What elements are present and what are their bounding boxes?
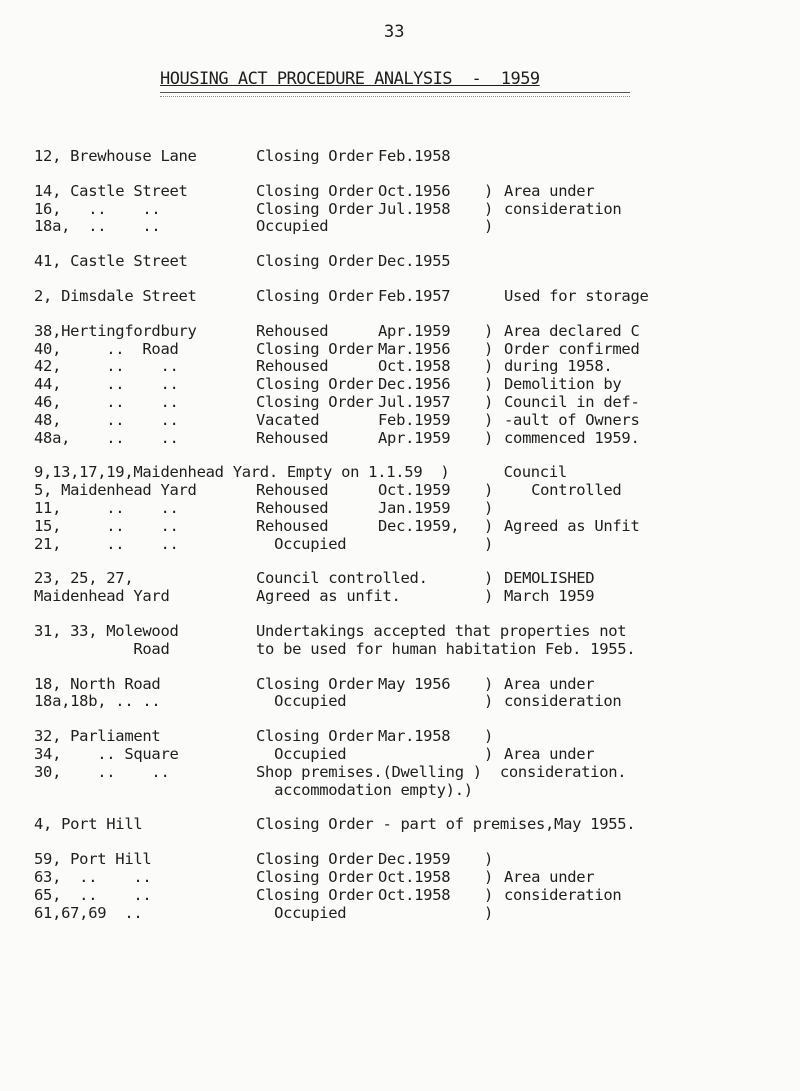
action-cell: Closing Order <box>256 850 374 869</box>
date-cell: Oct.1958 <box>378 885 451 904</box>
property-cell: 59, Port Hill <box>34 850 152 869</box>
date-cell: Oct.1958 <box>378 357 451 376</box>
date-cell: Jul.1957 <box>378 392 451 411</box>
property-cell: 34, .. Square <box>34 744 179 763</box>
table-row <box>34 430 794 448</box>
property-cell: 18, North Road <box>34 674 161 693</box>
table-row <box>34 253 794 271</box>
action-cell: Council controlled. <box>256 569 428 588</box>
note-cell <box>504 728 794 746</box>
property-cell: 44, .. .. <box>34 375 179 394</box>
date-cell <box>378 588 484 606</box>
date-cell: Oct.1958 <box>378 867 451 886</box>
note-cell: Area under <box>504 744 595 763</box>
row-gap <box>34 659 794 676</box>
action-cell: Closing Order <box>256 147 374 165</box>
note-cell: Order confirmed <box>504 339 640 358</box>
action-cell: Closing Order <box>256 286 374 305</box>
date-cell: Mar.1956 <box>378 339 451 358</box>
table-row <box>34 570 794 588</box>
title-underline <box>160 92 630 97</box>
table-row <box>34 500 794 518</box>
table-row <box>34 218 794 236</box>
property-cell: 18a,18b, .. .. <box>34 692 161 711</box>
remarks-cell: Shop premises.(Dwelling ) consideration. <box>256 762 627 781</box>
property-cell: 40, .. Road <box>34 339 179 358</box>
date-cell <box>378 905 484 923</box>
action-cell: Closing Order <box>256 181 374 200</box>
property-cell: 48a, .. .. <box>34 428 179 447</box>
brace-cell: ) <box>484 217 494 236</box>
action-cell: Occupied <box>256 744 347 763</box>
date-cell <box>378 570 484 588</box>
table-row <box>34 394 794 412</box>
row-gap <box>34 166 794 183</box>
table-row <box>34 693 794 711</box>
date-cell: Dec.1955 <box>378 252 451 271</box>
property-cell: 31, 33, Molewood <box>34 621 179 640</box>
table-row <box>34 887 794 905</box>
property-cell: 14, Castle Street <box>34 181 188 200</box>
note-cell: consideration <box>504 885 622 904</box>
property-cell: 23, 25, 27, <box>34 569 134 588</box>
action-cell: Occupied <box>256 903 347 922</box>
table-row <box>34 782 794 800</box>
action-cell: Rehoused <box>256 321 329 340</box>
action-cell: Occupied <box>256 217 329 236</box>
brace-cell: ) <box>484 534 494 553</box>
property-cell: 46, .. .. <box>34 392 179 411</box>
date-cell: Feb.1957 <box>378 286 451 305</box>
date-cell: May 1956 <box>378 674 451 693</box>
property-cell: 32, Parliament <box>34 727 161 746</box>
brace-cell: ) <box>484 321 494 340</box>
date-cell: Oct.1959 <box>378 481 451 500</box>
row-gap <box>34 447 794 464</box>
brace-cell: ) <box>484 516 494 535</box>
table-row <box>34 482 794 500</box>
date-cell: Mar.1958 <box>378 727 451 746</box>
property-cell <box>34 782 256 800</box>
property-cell: 30, .. .. <box>34 762 170 781</box>
remarks-cell: to be used for human habitation Feb. 1955. <box>256 639 636 658</box>
note-cell <box>504 148 794 166</box>
action-cell: Closing Order <box>256 727 374 746</box>
property-cell: 42, .. .. <box>34 357 179 376</box>
table-row <box>34 183 794 201</box>
table-row <box>34 905 794 923</box>
page-title: HOUSING ACT PROCEDURE ANALYSIS - 1959 <box>160 69 540 89</box>
action-cell: Closing Order <box>256 867 374 886</box>
brace-cell: ) <box>484 744 494 763</box>
note-cell <box>504 500 794 518</box>
brace-cell: ) <box>484 903 494 922</box>
action-cell: Rehoused <box>256 498 329 517</box>
action-cell: Closing Order <box>256 885 374 904</box>
brace-cell: ) <box>484 410 494 429</box>
table-row <box>34 623 794 641</box>
action-cell: Occupied <box>256 534 347 553</box>
property-cell: 16, .. .. <box>34 199 161 218</box>
table-row <box>34 816 794 834</box>
date-cell: Dec.1956 <box>378 375 451 394</box>
brace-cell: ) <box>484 339 494 358</box>
brace-cell: ) <box>484 392 494 411</box>
action-cell: Closing Order <box>256 674 374 693</box>
table-row <box>34 536 794 554</box>
date-cell: Apr.1959 <box>378 428 451 447</box>
remarks-cell: accommodation empty).) <box>256 780 473 799</box>
brace-cell: ) <box>484 199 494 218</box>
brace-cell: ) <box>484 375 494 394</box>
action-cell: Rehoused <box>256 481 329 500</box>
note-cell: Area under <box>504 181 595 200</box>
table-row <box>34 376 794 394</box>
table-row <box>34 869 794 887</box>
table-row <box>34 148 794 166</box>
note-cell: consideration <box>504 692 622 711</box>
property-cell: 18a, .. .. <box>34 217 161 236</box>
property-cell: 21, .. .. <box>34 534 179 553</box>
brace-cell <box>484 253 504 271</box>
property-cell: Maidenhead Yard <box>34 587 170 606</box>
remarks-cell: Undertakings accepted that properties not <box>256 621 627 640</box>
table-row <box>34 201 794 219</box>
remarks-cell: Closing Order - part of premises,May 1955. <box>256 815 636 834</box>
brace-cell: ) <box>484 498 494 517</box>
note-cell: Area under <box>504 867 595 886</box>
property-cell: 65, .. .. <box>34 885 152 904</box>
date-cell <box>378 746 484 764</box>
table-row <box>34 851 794 869</box>
property-cell: 15, .. .. <box>34 516 179 535</box>
property-cell: 11, .. .. <box>34 498 179 517</box>
note-cell <box>504 905 794 923</box>
row-gap <box>34 799 794 816</box>
brace-cell: ) <box>484 587 494 606</box>
table-row <box>34 764 794 782</box>
note-cell <box>504 536 794 554</box>
brace-cell: ) <box>484 885 494 904</box>
action-cell: Closing Order <box>256 252 374 271</box>
date-cell: Dec.1959 <box>378 850 451 869</box>
date-cell: Apr.1959 <box>378 321 451 340</box>
row-gap <box>34 271 794 288</box>
table-row <box>34 412 794 430</box>
note-cell <box>504 218 794 236</box>
brace-cell <box>484 148 504 166</box>
note-cell: Demolition by <box>504 375 622 394</box>
action-cell: Closing Order <box>256 199 374 218</box>
date-cell <box>378 536 484 554</box>
date-cell: Jan.1959 <box>378 498 451 517</box>
brace-cell: ) <box>484 569 494 588</box>
note-cell: commenced 1959. <box>504 428 640 447</box>
note-cell: Controlled <box>504 481 622 500</box>
table-row <box>34 588 794 606</box>
brace-cell: ) <box>484 428 494 447</box>
brace-cell: ) <box>484 181 494 200</box>
property-cell: 48, .. .. <box>34 410 179 429</box>
table-row <box>34 728 794 746</box>
row-gap <box>34 236 794 253</box>
note-cell: during 1958. <box>504 357 613 376</box>
note-cell: Agreed as Unfit <box>504 516 640 535</box>
table-row <box>34 358 794 376</box>
action-cell: Rehoused <box>256 428 329 447</box>
note-cell <box>504 851 794 869</box>
brace-cell: ) <box>484 357 494 376</box>
date-cell: Feb.1958 <box>378 147 451 165</box>
housing-table <box>34 148 794 922</box>
action-cell: Closing Order <box>256 392 374 411</box>
note-cell: -ault of Owners <box>504 410 640 429</box>
date-cell <box>378 218 484 236</box>
note-cell: Used for storage <box>504 286 649 305</box>
note-cell: Area declared C <box>504 321 640 340</box>
table-row <box>34 288 794 306</box>
note-cell: March 1959 <box>504 587 595 606</box>
property-cell: 12, Brewhouse Lane <box>34 147 197 165</box>
table-row <box>34 518 794 536</box>
row-gap <box>34 834 794 851</box>
property-cell: 61,67,69 .. <box>34 903 143 922</box>
note-cell: Council in def- <box>504 392 640 411</box>
property-cell: 63, .. .. <box>34 867 152 886</box>
row-gap <box>34 711 794 728</box>
action-cell: Rehoused <box>256 357 329 376</box>
date-cell: Oct.1956 <box>378 181 451 200</box>
row-gap <box>34 306 794 323</box>
table-row <box>34 641 794 659</box>
date-cell: Dec.1959, <box>378 516 460 535</box>
note-cell: DEMOLISHED <box>504 569 595 588</box>
action-cell: Closing Order <box>256 375 374 394</box>
property-cell: 4, Port Hill <box>34 815 143 834</box>
brace-cell: ) <box>484 867 494 886</box>
date-cell: Jul.1958 <box>378 199 451 218</box>
table-row <box>34 676 794 694</box>
brace-cell: ) <box>484 850 494 869</box>
table-row <box>34 323 794 341</box>
brace-cell: ) <box>484 692 494 711</box>
property-cell: 5, Maidenhead Yard <box>34 481 197 500</box>
action-cell: Occupied <box>256 692 347 711</box>
date-cell <box>378 693 484 711</box>
table-row <box>34 341 794 359</box>
brace-cell <box>484 288 504 306</box>
brace-cell: ) <box>484 481 494 500</box>
brace-cell: ) <box>484 674 494 693</box>
brace-cell: ) <box>484 727 494 746</box>
property-cell: Road <box>34 639 170 658</box>
property-cell: 41, Castle Street <box>34 252 188 271</box>
action-cell: Agreed as unfit. <box>256 587 401 606</box>
action-cell: Rehoused <box>256 516 329 535</box>
row-gap <box>34 553 794 570</box>
note-cell <box>504 253 794 271</box>
action-cell: Vacated <box>256 410 320 429</box>
table-row <box>34 746 794 764</box>
table-row: 9,13,17,19,Maidenhead Yard. Empty on 1.1.59 ) Council <box>34 463 567 482</box>
action-cell: Closing Order <box>256 339 374 358</box>
note-cell: Area under <box>504 674 595 693</box>
note-cell: consideration <box>504 199 622 218</box>
property-cell: 2, Dimsdale Street <box>34 286 197 305</box>
page-number: 33 <box>384 22 405 42</box>
row-gap <box>34 606 794 623</box>
date-cell: Feb.1959 <box>378 410 451 429</box>
property-cell: 38,Hertingfordbury <box>34 321 197 340</box>
